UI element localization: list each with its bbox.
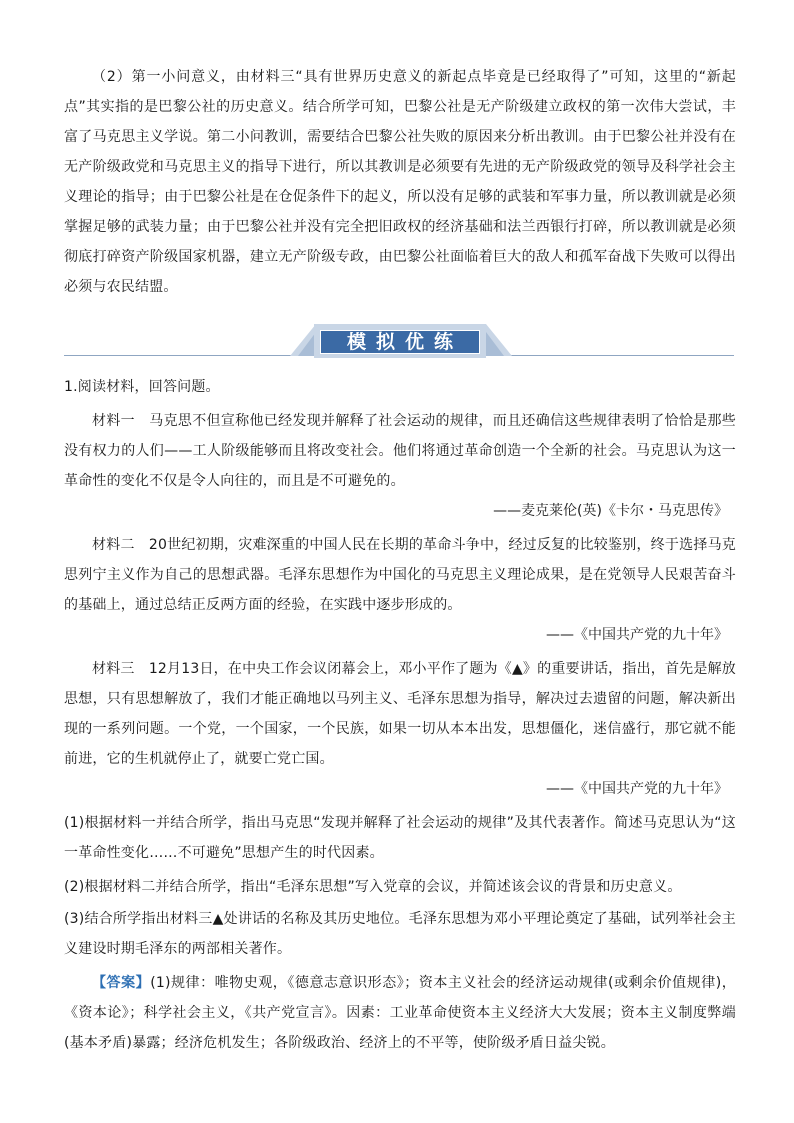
material-3-text: 材料三 12月13日，在中央工作会议闭幕会上，邓小平作了题为《▲》的重要讲话，指出，首先是解放思想，只有思想解放了，我们才能正确地以马列主义、毛泽东思想为指导，解决过去遗留的问题，解决新出现的一系列问题。一个党，一个国家，一个民族，如果一切从本本出发，思想僵化，迷信盛行，那它就不能前进，它的生机就停止了，就要亡党亡国。 bbox=[64, 661, 736, 767]
answer-text: (1)规律：唯物史观，《德意志意识形态》；资本主义社会的经济运动规律(或剩余价值规律)，《资本论》；科学社会主义，《共产党宣言》。因素：工业革命使资本主义经济大大发展；资本主义制度弊端(基本矛盾)暴露；经济危机发生；各阶级政治、经济上的不平等，使阶级矛盾日益尖锐。 bbox=[64, 975, 736, 1051]
sub-question-3: (3)结合所学指出材料三▲处讲话的名称及其历史地位。毛泽东思想为邓小平理论奠定了基础，试列举社会主义建设时期毛泽东的两部相关著作。 bbox=[64, 911, 736, 957]
answer-paragraph bbox=[64, 968, 736, 1058]
banner-left-fan-icon bbox=[290, 324, 316, 356]
section-banner bbox=[64, 318, 734, 366]
banner-title: 模拟优练 bbox=[320, 330, 480, 354]
sub-question-2: (2)根据材料二并结合所学，指出“毛泽东思想”写入党章的会议，并简述该会议的背景和历史意义。 bbox=[64, 879, 682, 895]
material-3-source: ——《中国共产党的九十年》 bbox=[546, 781, 728, 797]
material-1-source: ——麦克莱伦(英)《卡尔・马克思传》 bbox=[493, 503, 728, 519]
material-2-text: 材料二 20世纪初期，灾难深重的中国人民在长期的革命斗争中，经过反复的比较鉴别，终于选择马克思列宁主义作为自己的思想武器。毛泽东思想作为中国化的马克思主义理论成果，是在党领导人民艰苦奋斗的基础上，通过总结正反两方面的经验，在实践中逐步形成的。 bbox=[64, 537, 736, 613]
material-2-source: ——《中国共产党的九十年》 bbox=[546, 627, 728, 643]
sub-question-1: (1)根据材料一并结合所学，指出马克思“发现并解释了社会运动的规律”及其代表著作。简述马克思认为“这一革命性变化……不可避免”思想产生的时代因素。 bbox=[64, 815, 736, 861]
banner-right-fan-icon bbox=[486, 324, 512, 356]
intro-answer-paragraph: （2）第一小问意义，由材料三“具有世界历史意义的新起点毕竟是已经取得了”可知，这里的“新起点”其实指的是巴黎公社的历史意义。结合所学可知，巴黎公社是无产阶级建立政权的第一次伟大尝试，丰富了马克思主义学说。第二小问教训，需要结合巴黎公社失败的原因来分析出教训。由于巴黎公社并没有在无产阶级政党和马克思主义的指导下进行，所以其教训是必须要有先进的无产阶级政党的领导及科学社会主义理论的指导；由于巴黎公社是在仓促条件下的起义，所以没有足够的武装和军事力量，所以教训就是必须掌握足够的武装力量；由于巴黎公社并没有完全把旧政权的经济基础和法兰西银行打碎，所以教训就是必须彻底打碎资产阶级国家机器，建立无产阶级专政，由巴黎公社面临着巨大的敌人和孤军奋战下失败可以得出必须与农民结盟。 bbox=[64, 69, 736, 295]
material-1-text: 材料一 马克思不但宣称他已经发现并解释了社会运动的规律，而且还确信这些规律表明了恰恰是那些没有权力的人们——工人阶级能够而且将改变社会。他们将通过革命创造一个全新的社会。马克思认为这一革命性的变化不仅是令人向往的，而且是不可避免的。 bbox=[64, 413, 736, 489]
question-heading: 1.阅读材料，回答问题。 bbox=[64, 379, 220, 395]
answer-label: 【答案】 bbox=[92, 975, 151, 991]
